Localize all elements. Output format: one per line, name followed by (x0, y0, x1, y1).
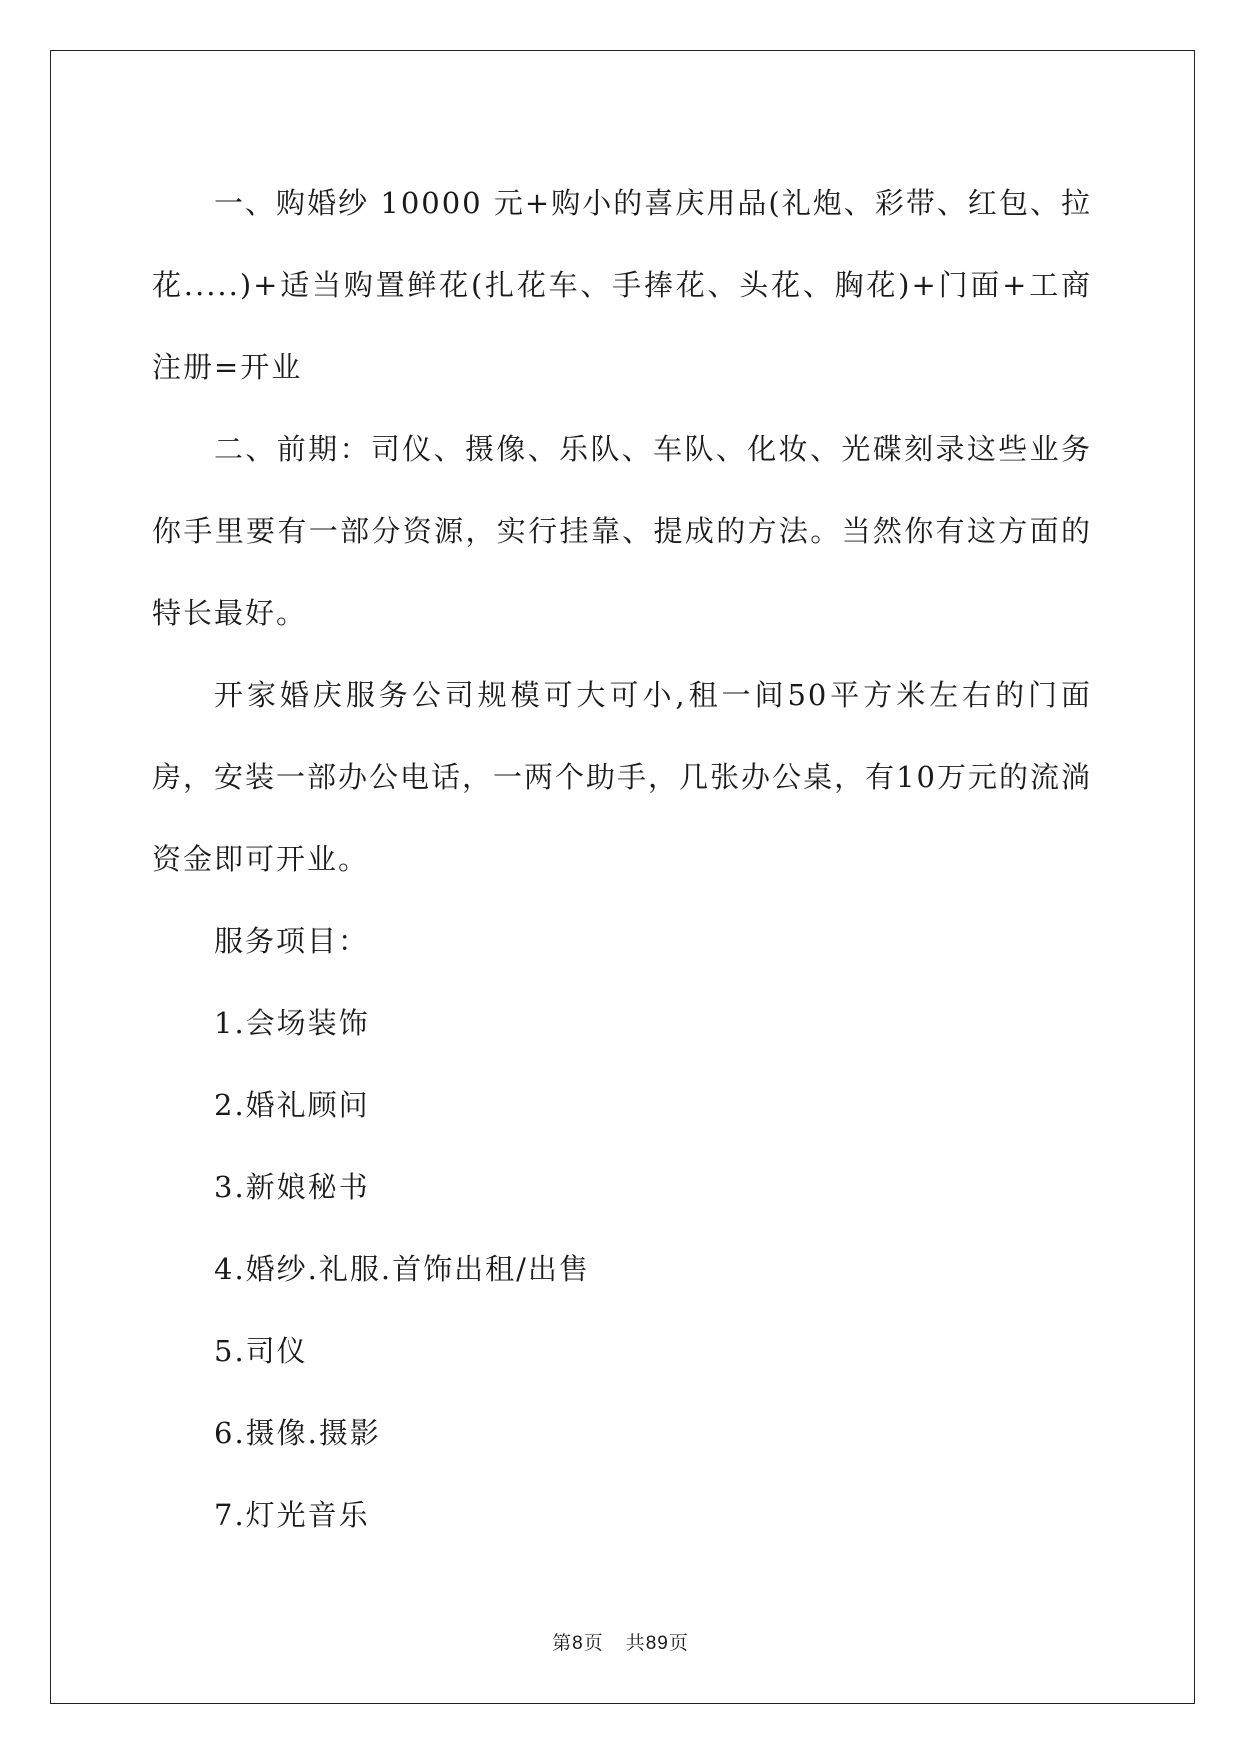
list-item: 7.灯光音乐 (214, 1498, 370, 1532)
list-item: 4.婚纱.礼服.首饰出租/出售 (214, 1252, 590, 1286)
list-item: 1.会场装饰 (214, 1006, 370, 1040)
section-heading: 服务项目： (214, 924, 370, 958)
paragraph: 一、购婚纱 10000 元+购小的喜庆用品(礼炮、彩带、红包、拉花.....)+适当购置鲜花(扎花车、手捧花、头花、胸花)+门面+工商注册=开业 (152, 186, 1092, 384)
list-item: 6.摄像.摄影 (214, 1416, 381, 1450)
list-item: 5.司仪 (214, 1334, 308, 1368)
paragraph: 二、前期：司仪、摄像、乐队、车队、化妆、光碟刻录这些业务你手里要有一部分资源，实行挂靠、提成的方法。当然你有这方面的特长最好。 (152, 432, 1092, 630)
document-body (152, 162, 1092, 1556)
page-prefix: 第 (552, 1632, 573, 1654)
page-number: 8 (572, 1633, 584, 1654)
list-item: 2.婚礼顾问 (214, 1088, 370, 1122)
total-pages: 89 (645, 1633, 669, 1654)
total-prefix: 共 (625, 1632, 646, 1654)
page-suffix: 页 (583, 1632, 604, 1654)
list-item: 3.新娘秘书 (214, 1170, 370, 1204)
page-footer (0, 1628, 1241, 1655)
total-suffix: 页 (668, 1632, 689, 1654)
paragraph: 开家婚庆服务公司规模可大可小,租一间50平方米左右的门面房，安装一部办公电话，一两个助手，几张办公桌，有10万元的流淌资金即可开业。 (152, 678, 1092, 876)
